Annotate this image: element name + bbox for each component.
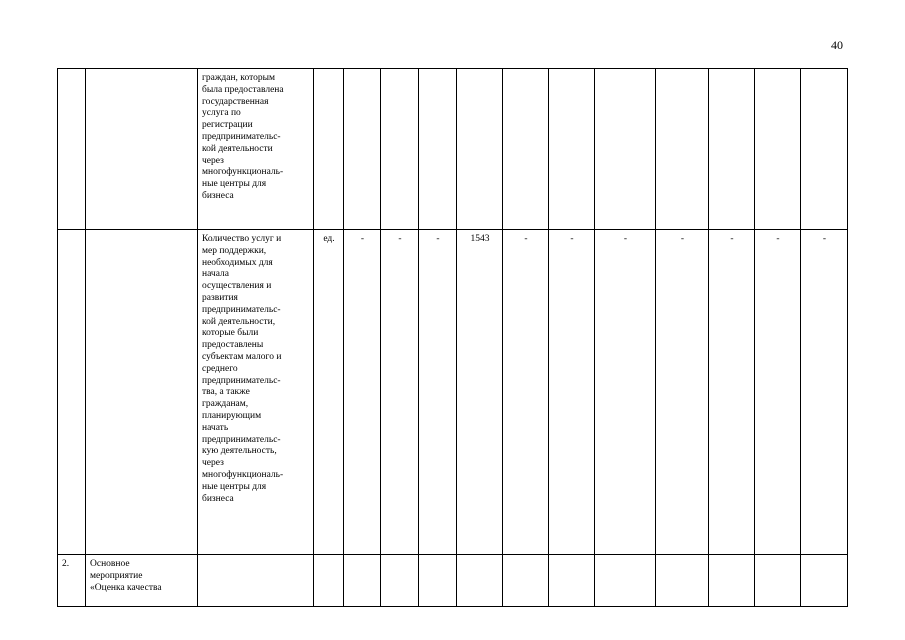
- event-cell: [86, 230, 198, 555]
- value-cell: -: [419, 230, 457, 555]
- value-cell: [503, 555, 549, 607]
- value-cell: [344, 69, 381, 230]
- value-cell: [503, 69, 549, 230]
- value-cell: -: [549, 230, 595, 555]
- number-cell: 2.: [58, 555, 86, 607]
- value-cell: -: [755, 230, 801, 555]
- value-cell: [801, 555, 848, 607]
- number-cell: [58, 230, 86, 555]
- indicator-cell: Количество услуг и мер поддержки, необходимых для начала осуществления и развития предпринимательс- кой деятельности, которые были предоставлены субъектам малого и среднего предпринимательс- тва, а также гражданам, планирующим начать предпринимательс- кую деятельность, через многофункциональ- ные центры для бизнеса: [198, 230, 314, 555]
- value-cell: [755, 555, 801, 607]
- value-cell: [457, 555, 503, 607]
- value-cell: [709, 555, 755, 607]
- indicator-cell: [198, 555, 314, 607]
- value-cell: -: [344, 230, 381, 555]
- number-cell: [58, 69, 86, 230]
- table-row: [58, 230, 848, 555]
- value-cell: [549, 69, 595, 230]
- event-cell: Основное мероприятие «Оценка качества: [86, 555, 198, 607]
- event-cell: [86, 69, 198, 230]
- unit-cell: [314, 555, 344, 607]
- unit-cell: ед.: [314, 230, 344, 555]
- value-cell: -: [595, 230, 656, 555]
- value-cell: -: [801, 230, 848, 555]
- value-cell: [419, 555, 457, 607]
- value-cell: [595, 555, 656, 607]
- value-cell: [419, 69, 457, 230]
- value-cell: [549, 555, 595, 607]
- value-cell: [656, 69, 709, 230]
- value-cell: [344, 555, 381, 607]
- value-cell: [381, 555, 419, 607]
- value-cell: -: [709, 230, 755, 555]
- value-cell: [709, 69, 755, 230]
- value-cell: [656, 555, 709, 607]
- value-cell: [755, 69, 801, 230]
- value-cell: -: [503, 230, 549, 555]
- value-cell: -: [656, 230, 709, 555]
- value-cell: [457, 69, 503, 230]
- table-row: [58, 555, 848, 607]
- page-number: 40: [831, 38, 843, 52]
- value-cell: [595, 69, 656, 230]
- data-table: [57, 68, 848, 607]
- value-cell: [801, 69, 848, 230]
- unit-cell: [314, 69, 344, 230]
- value-cell: [381, 69, 419, 230]
- value-cell: 1543: [457, 230, 503, 555]
- table-row: [58, 69, 848, 230]
- value-cell: -: [381, 230, 419, 555]
- indicator-cell: граждан, которым была предоставлена государственная услуга по регистрации предпринимательс- кой деятельности через многофункциональ- ные центры для бизнеса: [198, 69, 314, 230]
